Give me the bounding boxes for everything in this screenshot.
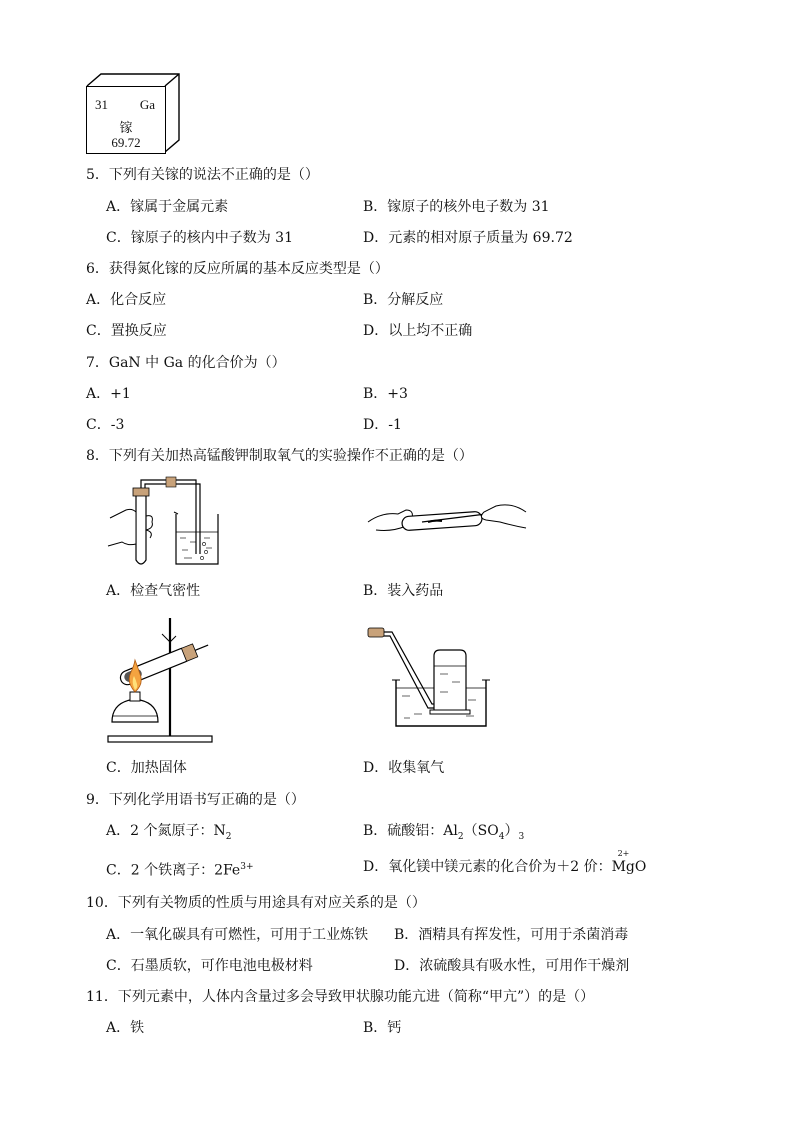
- q9-d-valence: 2+: [617, 849, 630, 858]
- q9-b-sub1: 2: [457, 831, 464, 842]
- element-name: 镓: [119, 121, 133, 136]
- q9-a-subscript: 2: [225, 831, 232, 842]
- q9-c-text: C．2 个铁离子：2Fe: [106, 862, 241, 879]
- q8-option-b[interactable]: B．装入药品: [363, 583, 444, 599]
- q10-option-c[interactable]: C．石墨质软，可作电池电极材料: [106, 958, 313, 974]
- q6-option-c[interactable]: C．置换反应: [86, 323, 167, 339]
- q5-option-a[interactable]: A．镓属于金属元素: [106, 199, 229, 215]
- q7-option-b[interactable]: B．+3: [363, 386, 408, 402]
- loading-chemicals-figure: [362, 492, 532, 552]
- q9-b-sub3: 3: [518, 831, 525, 842]
- q6-option-a[interactable]: A．化合反应: [86, 292, 167, 308]
- atomic-mass: 69.72: [111, 135, 141, 150]
- q9-option-c[interactable]: [106, 858, 254, 880]
- q9-b-mid: （SO: [463, 823, 499, 839]
- q9-option-a[interactable]: [106, 822, 231, 846]
- q8-option-d[interactable]: D．收集氧气: [363, 760, 445, 776]
- question-9-stem: 9．下列化学用语书写正确的是（）: [86, 792, 305, 808]
- q7-option-d[interactable]: D．-1: [363, 417, 402, 433]
- q5-option-d[interactable]: D．元素的相对原子质量为 69.72: [363, 230, 573, 246]
- q8-option-c[interactable]: C．加热固体: [106, 760, 187, 776]
- q11-option-b[interactable]: B．钙: [363, 1020, 402, 1036]
- q9-d-formula-wrap: [611, 849, 647, 876]
- element-card-front: [86, 86, 166, 154]
- q5-option-c[interactable]: C．镓原子的核内中子数为 31: [106, 230, 293, 246]
- q7-option-c[interactable]: C．-3: [86, 417, 125, 433]
- q9-b-sub2: 4: [498, 831, 505, 842]
- question-5-stem: 5．下列有关镓的说法不正确的是（）: [86, 167, 319, 183]
- atomic-number: 31: [95, 97, 108, 112]
- heating-solid-figure: [104, 612, 216, 746]
- q9-option-b[interactable]: [363, 822, 524, 846]
- question-6-stem: 6．获得氮化镓的反应所属的基本反应类型是（）: [86, 261, 389, 277]
- question-11-stem: 11．下列元素中，人体内含量过多会导致甲状腺功能亢进（简称“甲亢”）的是（）: [86, 989, 595, 1005]
- q9-b-suffix: ）: [504, 823, 519, 839]
- airtightness-check-figure: [100, 472, 230, 577]
- q6-option-b[interactable]: B．分解反应: [363, 292, 444, 308]
- q9-b-text: B．硫酸铝：Al: [363, 823, 458, 839]
- q9-d-text: D．氧化镁中镁元素的化合价为＋2 价：: [363, 859, 612, 875]
- q9-option-d[interactable]: [363, 849, 647, 876]
- element-symbol: Ga: [139, 97, 155, 112]
- q6-option-d[interactable]: D．以上均不正确: [363, 323, 473, 339]
- q11-option-a[interactable]: A．铁: [106, 1020, 145, 1036]
- q10-option-d[interactable]: D．浓硫酸具有吸水性，可用作干燥剂: [394, 958, 630, 974]
- question-7-stem: 7．GaN 中 Ga 的化合价为（）: [86, 355, 286, 371]
- q9-d-formula: MgO: [611, 859, 647, 875]
- q8-option-a[interactable]: A．检查气密性: [106, 583, 201, 599]
- question-8-stem: 8．下列有关加热高锰酸钾制取氧气的实验操作不正确的是（）: [86, 448, 473, 464]
- question-10-stem: 10．下列有关物质的性质与用途具有对应关系的是（）: [86, 895, 426, 911]
- q10-option-a[interactable]: A．一氧化碳具有可燃性，可用于工业炼铁: [106, 927, 369, 943]
- q9-a-text: A．2 个氮原子：N: [106, 823, 226, 839]
- q5-option-b[interactable]: B．镓原子的核外电子数为 31: [363, 199, 550, 215]
- q10-option-b[interactable]: B．酒精具有挥发性，可用于杀菌消毒: [394, 927, 629, 943]
- q7-option-a[interactable]: A．+1: [86, 386, 131, 402]
- collecting-oxygen-figure: [362, 622, 492, 734]
- q9-c-superscript: 3+: [240, 862, 254, 872]
